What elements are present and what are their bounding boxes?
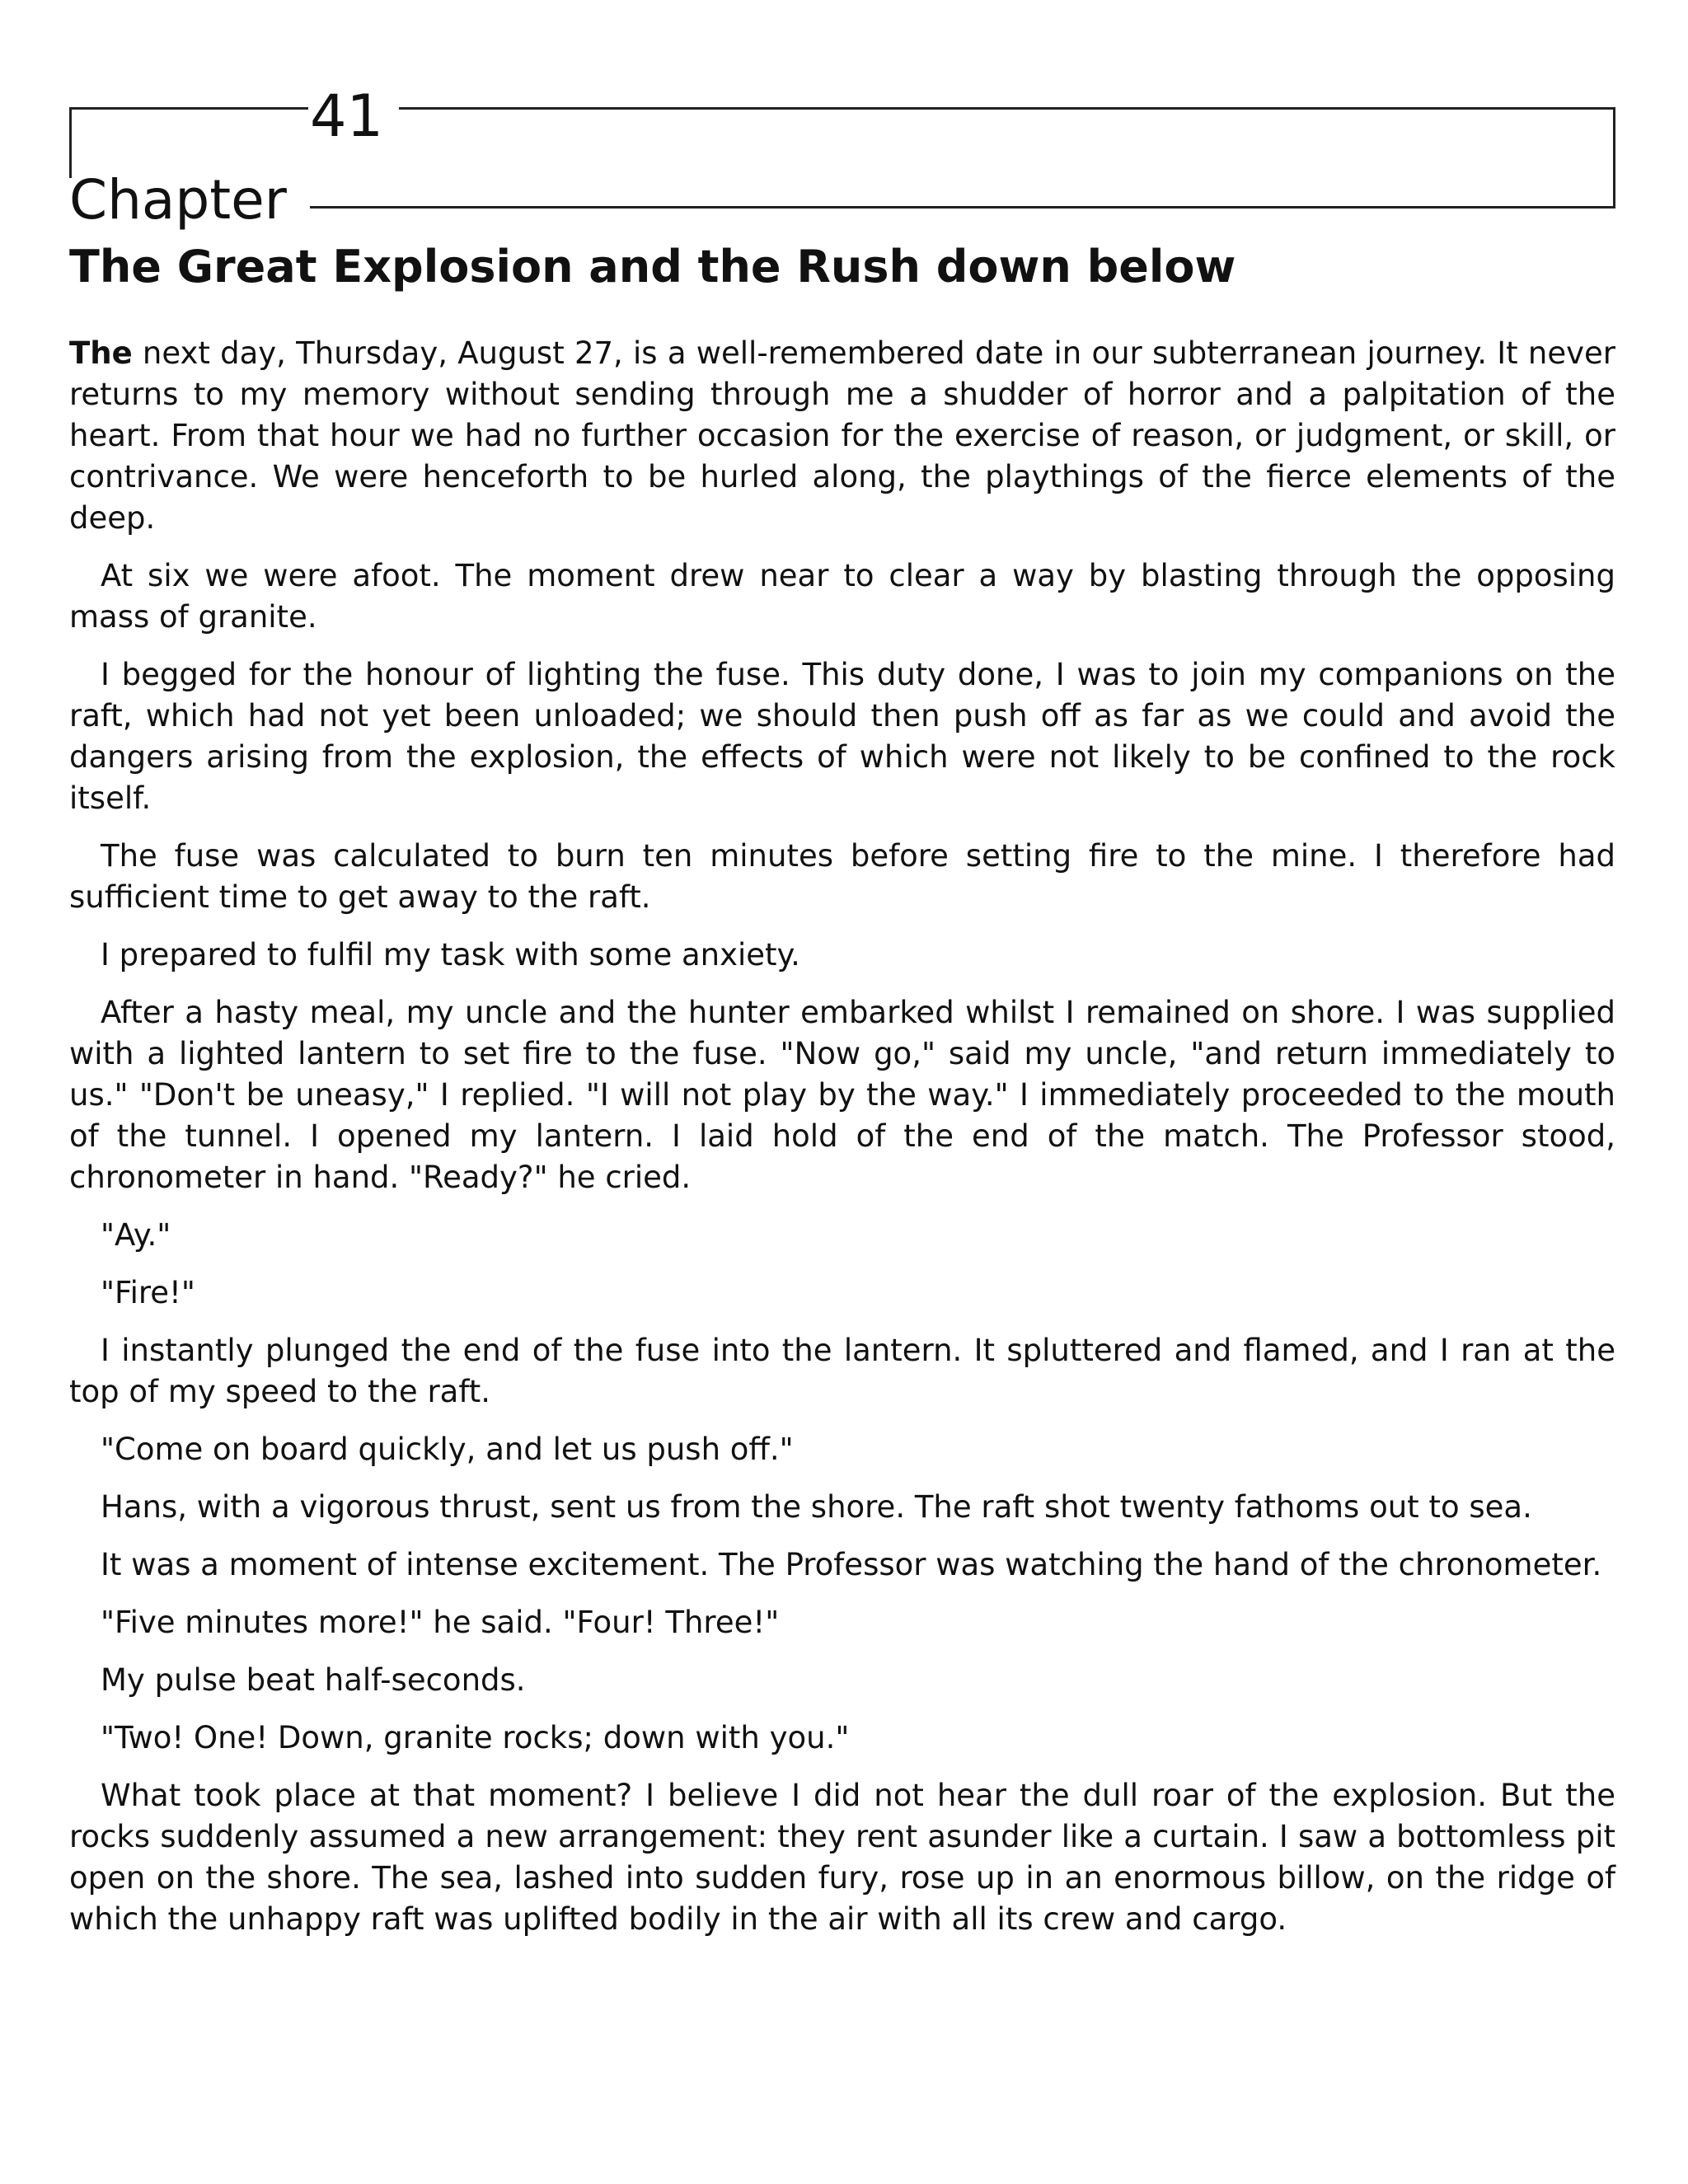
chapter-label: Chapter bbox=[69, 168, 287, 232]
paragraph: The fuse was calculated to burn ten minutes before setting fire to the mine. I therefore had sufficient time to get away to the raft. bbox=[69, 838, 1615, 915]
paragraph: "Five minutes more!" he said. "Four! Three!" bbox=[101, 1605, 780, 1640]
paragraph: "Ay." bbox=[101, 1217, 171, 1253]
header-frame-top-left bbox=[69, 107, 308, 110]
paragraph: Hans, with a vigorous thrust, sent us from the shore. The raft shot twenty fathoms out to sea. bbox=[101, 1489, 1532, 1525]
paragraph: It was a moment of intense excitement. The Professor was watching the hand of the chronometer. bbox=[101, 1547, 1602, 1582]
chapter-number: 41 bbox=[310, 82, 384, 150]
paragraph: I begged for the honour of lighting the fuse. This duty done, I was to join my companions on the raft, which had not yet been unloaded; we should then push off as far as we could and avoid the dangers arising from the explosion, the effects of which were not likely to be confined to the rock itself. bbox=[69, 657, 1615, 816]
paragraph: "Come on board quickly, and let us push off." bbox=[101, 1432, 794, 1467]
paragraph: My pulse beat half-seconds. bbox=[101, 1662, 526, 1698]
paragraph: "Fire!" bbox=[101, 1275, 195, 1310]
paragraph: What took place at that moment? I believe I did not hear the dull roar of the explosion. But the rocks suddenly assumed a new arrangement: they rent asunder like a curtain. I saw a bottomless pit open on the shore. The sea, lashed into sudden fury, rose up in an enormous billow, on the ridge of which the unhappy raft was uplifted bodily in the air with all its crew and cargo. bbox=[69, 1778, 1615, 1937]
paragraph: I instantly plunged the end of the fuse into the lantern. It spluttered and flamed, and I ran at the top of my speed to the raft. bbox=[69, 1333, 1615, 1409]
paragraph bbox=[69, 333, 1615, 539]
header-frame-bottom bbox=[310, 206, 1615, 209]
header-frame-top-right bbox=[399, 107, 1615, 110]
paragraph: After a hasty meal, my uncle and the hunter embarked whilst I remained on shore. I was supplied with a lighted lantern to set fire to the fuse. "Now go," said my uncle, "and return immediately to us." "Don't be uneasy," I replied. "I will not play by the way." I immediately proceeded to the mouth of the tunnel. I opened my lantern. I laid hold of the end of the match. The Professor stood, chronometer in hand. "Ready?" he cried. bbox=[69, 995, 1615, 1195]
paragraph: At six we were afoot. The moment drew near to clear a way by blasting through the opposing mass of granite. bbox=[69, 558, 1615, 635]
paragraph: "Two! One! Down, granite rocks; down with you." bbox=[101, 1720, 850, 1755]
paragraph: I prepared to fulfil my task with some anxiety. bbox=[101, 937, 800, 972]
lead-word: The bbox=[69, 335, 133, 371]
chapter-body bbox=[69, 333, 1615, 1957]
paragraph-text: next day, Thursday, August 27, is a well-remembered date in our subterranean journey. It never returns to my memory without sending through me a shudder of horror and a palpitation of the heart. From that hour we had no further occasion for the exercise of reason, or judgment, or skill, or contrivance. We were henceforth to be hurled along, the playthings of the fierce elements of the deep. bbox=[69, 335, 1615, 536]
header-frame-right bbox=[1613, 107, 1615, 208]
chapter-title: The Great Explosion and the Rush down below bbox=[69, 241, 1236, 293]
chapter-header bbox=[69, 82, 1615, 232]
